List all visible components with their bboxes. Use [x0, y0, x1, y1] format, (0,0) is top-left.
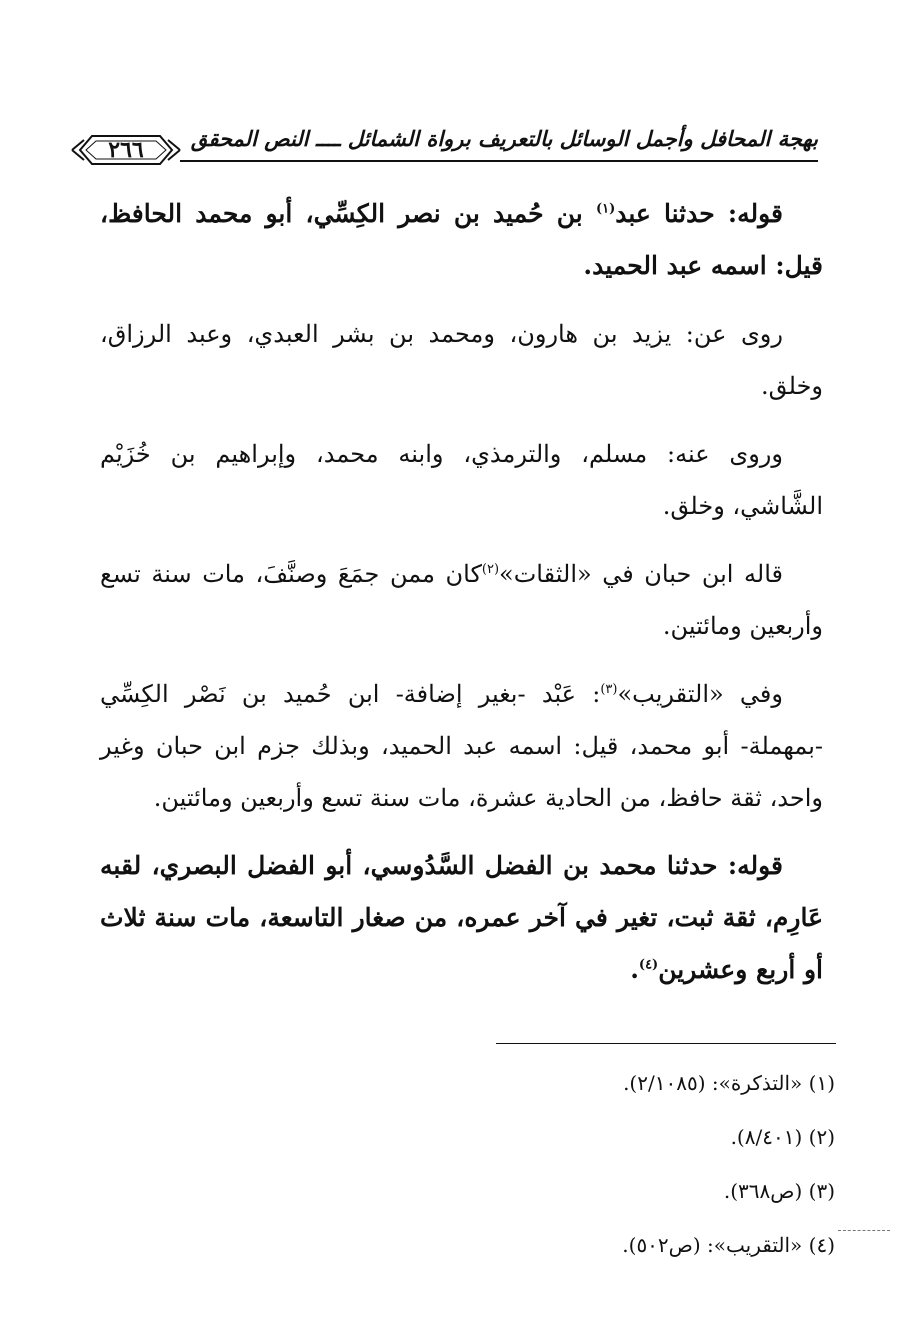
footnote: (٣) (ص٣٦٨).	[723, 1179, 835, 1203]
footnotes	[235, 1056, 835, 1272]
paragraph-text: بن حُميد بن نصر الكِسِّي، أبو محمد الحافظ، قيل: اسمه عبد الحميد.	[100, 199, 823, 280]
footnote-separator	[496, 1043, 836, 1044]
footnote-reference: (١)	[595, 201, 616, 217]
paragraph	[100, 428, 823, 532]
paragraph-text: وفي «التقريب»	[617, 680, 783, 708]
header-rule	[180, 160, 818, 162]
page-number-ornament	[70, 130, 182, 170]
page-header	[70, 118, 818, 182]
paragraph-text: قوله: حدثنا عبد	[615, 199, 783, 228]
paragraph-text: وروى عنه: مسلم، والترمذي، وابنه محمد، وإبراهيم بن خُزَيْم الشَّاشي، وخلق.	[100, 440, 823, 520]
footnote-reference: (٢)	[481, 562, 500, 577]
footnote-reference: (٤)	[638, 957, 659, 973]
paragraph-text: .	[630, 955, 639, 984]
scan-artifact-line	[838, 1230, 890, 1231]
footnote-reference: (٣)	[600, 682, 618, 697]
paragraph	[100, 668, 823, 824]
running-title: بهجة المحافل وأجمل الوسائل بالتعريف برواة الشمائل ــــ النص المحقق	[190, 126, 818, 151]
paragraph-text: : عَبْد -بغير إضافة- ابن حُميد بن نَصْر الكِسِّي -بمهملة- أبو محمد، قيل: اسمه عبد الحميد، وبذلك جزم ابن حبان وغير واحد، ثقة حافظ، من الحادية عشرة، مات سنة تسع وأربعين ومائتين.	[100, 680, 823, 812]
paragraph	[100, 840, 823, 996]
paragraph-text: كان ممن جمَعَ وصنَّفَ، مات سنة تسع وأربعين ومائتين.	[100, 560, 823, 640]
paragraph	[100, 548, 823, 652]
paragraph	[100, 188, 823, 292]
footnote: (٢) (٨/٤٠١).	[730, 1125, 835, 1149]
paragraph-text: قوله: حدثنا محمد بن الفضل السَّدُوسي، أبو الفضل البصري، لقبه عَارِم، ثقة ثبت، تغير في آخر عمره، من صغار التاسعة، مات سنة ثلاث أو أربع وعشرين	[100, 851, 823, 984]
main-text	[100, 188, 823, 1012]
page-number: ٢٦٦	[108, 137, 144, 163]
paragraph	[100, 308, 823, 412]
paragraph-text: قاله ابن حبان في «الثقات»	[499, 560, 784, 588]
footnote: (١) «التذكرة»: (٢/١٠٨٥).	[623, 1071, 835, 1095]
paragraph-text: روى عن: يزيد بن هارون، ومحمد بن بشر العبدي، وعبد الرزاق، وخلق.	[100, 320, 823, 400]
footnote: (٤) «التقريب»: (ص٥٠٢).	[622, 1233, 835, 1257]
